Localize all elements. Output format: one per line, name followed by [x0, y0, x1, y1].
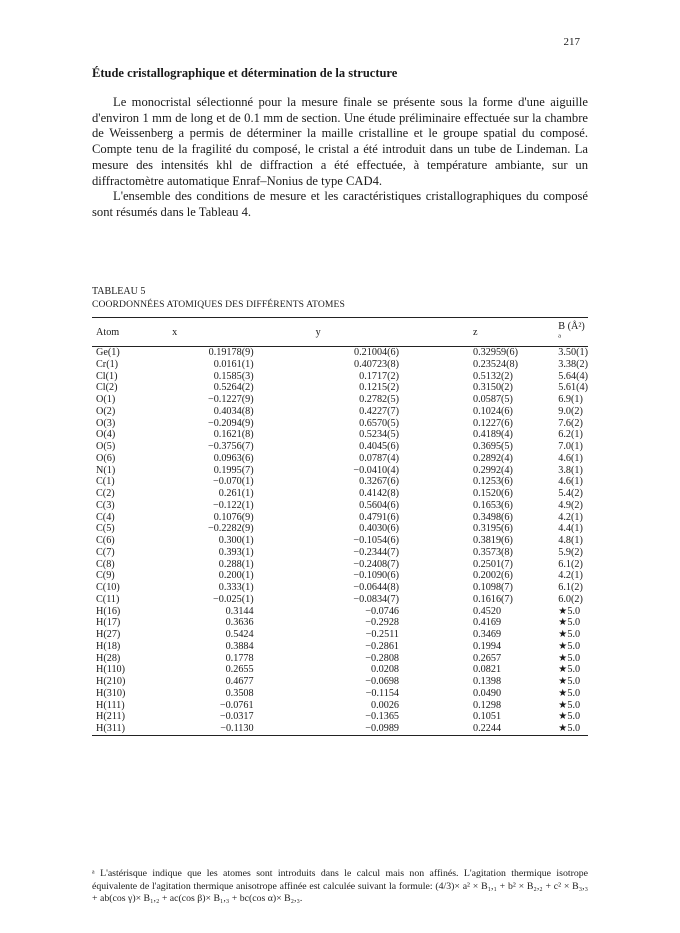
cell-z: 0.3195(6) [473, 523, 513, 535]
table-row [92, 512, 588, 524]
cell-atom: C(4) [96, 511, 115, 523]
cell-x: 0.1995(7) [213, 464, 254, 476]
table-row [92, 535, 588, 547]
atomic-coordinates-table [92, 317, 588, 736]
cell-z: 0.5132(2) [473, 370, 513, 382]
cell-y: −0.0834(7) [353, 593, 400, 605]
header-atom: Atom [92, 318, 164, 347]
table-subtitle: COORDONNÉES ATOMIQUES DES DIFFÉRENTS ATOMES [92, 299, 345, 310]
cell-y: 0.0208 [371, 664, 400, 676]
cell-x: 0.3636 [225, 617, 254, 629]
table-row [92, 406, 588, 418]
cell-x: 0.288(1) [218, 558, 254, 570]
cell-b: ★5.0 [558, 699, 581, 711]
cell-x: −0.2094(9) [207, 417, 254, 429]
paragraph-2: L'ensemble des conditions de mesure et les caractéristiques cristallographiques du composé sont résumés dans le Tableau 4. [92, 189, 588, 219]
cell-atom: H(111) [96, 699, 125, 711]
header-b: B (Å²) ᵃ [536, 318, 588, 347]
cell-b: 6.1(2) [558, 558, 583, 570]
cell-b: ★5.0 [558, 711, 581, 723]
cell-atom: O(2) [96, 405, 116, 417]
cell-z: 0.2002(6) [473, 570, 513, 582]
cell-x: −0.0761 [219, 699, 254, 711]
table-row [92, 653, 588, 665]
table-row [92, 359, 588, 371]
cell-z: 0.2992(4) [473, 464, 513, 476]
cell-z: 0.1398 [473, 676, 502, 687]
cell-x: 0.4034(8) [213, 405, 254, 417]
cell-b: 6.1(2) [558, 582, 583, 593]
table-wrap [92, 317, 588, 736]
cell-z: 0.0587(5) [473, 394, 513, 405]
cell-z: 0.23524(8) [473, 358, 519, 370]
cell-z: 0.3819(6) [473, 535, 513, 546]
cell-atom: Cl(2) [96, 382, 118, 394]
cell-z: 0.2892(4) [473, 452, 513, 464]
table-row [92, 382, 588, 394]
cell-z: 0.3573(8) [473, 546, 513, 558]
cell-atom: H(311) [92, 723, 164, 735]
cell-atom: H(310) [96, 687, 126, 699]
cell-atom: C(1) [96, 476, 115, 488]
cell-x: 0.2655 [225, 664, 254, 676]
cell-y: 0.5604(6) [359, 499, 400, 511]
cell-z: 0.1051 [473, 711, 502, 723]
cell-y: 0.21004(6) [354, 347, 400, 358]
cell-y: −0.1090(6) [353, 570, 400, 582]
cell-y: −0.1365 [365, 711, 400, 723]
table-row [92, 429, 588, 441]
cell-atom: C(11) [96, 593, 120, 605]
cell-atom: C(3) [96, 499, 115, 511]
cell-y: −0.2861 [365, 640, 400, 652]
cell-atom: C(9) [96, 570, 115, 582]
cell-y: −0.0746 [365, 605, 400, 617]
footnote [92, 868, 588, 906]
cell-atom: C(5) [96, 523, 115, 535]
cell-atom: O(4) [96, 429, 116, 441]
cell-z: 0.0490 [473, 687, 502, 699]
cell-b: 7.6(2) [558, 417, 583, 429]
cell-x: 0.5424 [225, 629, 254, 640]
cell-b: 3.8(1) [558, 464, 583, 476]
table-row [92, 594, 588, 606]
cell-z: 0.1253(6) [473, 476, 513, 488]
cell-b: 4.2(1) [558, 511, 583, 523]
cell-x: 0.19178(9) [208, 347, 254, 358]
table-row [92, 711, 588, 723]
cell-b: 5.4(2) [558, 488, 583, 499]
cell-z: 0.4520 [473, 605, 502, 617]
cell-b: ★5.0 [558, 676, 581, 687]
table-row [92, 700, 588, 712]
cell-x: −0.025(1) [213, 593, 254, 605]
table-header-row [92, 318, 588, 347]
table-row [92, 723, 588, 735]
cell-z: 0.4169 [473, 617, 502, 629]
cell-atom: H(27) [96, 629, 121, 640]
cell-y: 0.4045(6) [359, 441, 400, 452]
cell-atom: C(7) [96, 546, 115, 558]
table-row [92, 347, 588, 359]
cell-y: 0.6570(5) [359, 417, 400, 429]
table-row [92, 688, 588, 700]
table-caption [92, 285, 345, 311]
section-title: Étude cristallographique et détermination de la structure [92, 66, 398, 80]
table-row [92, 606, 588, 618]
cell-b: ★5.0 [558, 687, 581, 699]
cell-b: 4.8(1) [558, 535, 583, 546]
cell-b: 4.2(1) [558, 570, 583, 582]
paragraph-1: Le monocristal sélectionné pour la mesure finale se présente sous la forme d'une aiguille d'environ 1 mm de long et de 0.1 mm de section. Une étude préliminaire effectuée sur la chambre de Weissenberg a permis de déterminer la maille cristalline et le groupe spatial du composé. Compte tenu de la fragilité du composé, le cristal a été introduit dans un tube de Lindeman. La mesure des intensités khl de diffraction a été effectuée, à température ambiante, sur un diffractomètre automatique Enraf–Nonius de type CAD4. [92, 95, 588, 188]
cell-x: 0.1778 [225, 652, 254, 664]
cell-y: −0.2928 [365, 617, 400, 629]
cell-y: −0.2511 [365, 629, 400, 640]
cell-atom: H(16) [96, 605, 121, 617]
cell-b: 6.0(2) [558, 593, 583, 605]
cell-y: −0.0989 [310, 723, 457, 735]
table-row [92, 641, 588, 653]
cell-atom: C(8) [96, 558, 115, 570]
cell-atom: H(28) [96, 652, 121, 664]
cell-y: 0.5234(5) [359, 429, 400, 441]
cell-x: −0.122(1) [213, 499, 254, 511]
cell-z: 0.3695(5) [473, 441, 513, 452]
cell-b: 6.9(1) [558, 394, 583, 405]
cell-x: 0.5264(2) [213, 382, 254, 394]
table-row [92, 523, 588, 535]
cell-y: −0.2344(7) [353, 546, 400, 558]
cell-y: 0.3267(6) [359, 476, 400, 488]
cell-y: 0.1717(2) [359, 370, 400, 382]
cell-x: −0.2282(9) [207, 523, 254, 535]
cell-y: −0.1054(6) [353, 535, 400, 546]
table-row [92, 418, 588, 430]
table-row [92, 394, 588, 406]
cell-x: 0.0963(6) [213, 452, 254, 464]
cell-b: 4.6(1) [558, 452, 583, 464]
cell-b: ★5.0 [558, 605, 581, 617]
cell-x: −0.070(1) [213, 476, 254, 488]
cell-y: −0.2808 [365, 652, 400, 664]
cell-atom: H(18) [96, 640, 121, 652]
cell-x: 0.200(1) [218, 570, 254, 582]
cell-atom: Cr(1) [96, 358, 119, 370]
cell-z: 0.1098(7) [473, 582, 513, 593]
cell-y: 0.40723(8) [354, 358, 400, 370]
cell-z: 0.2657 [473, 652, 502, 664]
footnote-text: ᵃ L'astérisque indique que les atomes sont introduits dans le calcul mais non affinés. L'agitation thermique isotrope équivalente de l'agitation thermique anisotrope affinée est calculée suivant la formule: (4/3)× a² × B₁,₁ + b² × B₂,₂ + c² × B₃,₃ + ab(cos γ)× B₁,₂ + ac(cos β)× B₁,₃ + bc(cos α)× B₂,₃. [92, 868, 588, 905]
cell-b: 6.2(1) [558, 429, 583, 441]
cell-b: ★5.0 [558, 664, 581, 676]
page-number: 217 [563, 36, 580, 48]
cell-atom: O(6) [96, 452, 116, 464]
cell-y: 0.4142(8) [359, 488, 400, 499]
cell-b: 4.6(1) [558, 476, 583, 488]
cell-atom: H(17) [96, 617, 121, 629]
table-row [92, 500, 588, 512]
cell-x: −0.0317 [219, 711, 254, 723]
cell-atom: C(6) [96, 535, 115, 546]
body-text [92, 95, 588, 221]
cell-z: 0.1227(6) [473, 417, 513, 429]
table-row [92, 664, 588, 676]
cell-z: 0.1653(6) [473, 499, 513, 511]
table-row [92, 453, 588, 465]
header-y: y [310, 318, 457, 347]
table-body [92, 347, 588, 736]
table-row [92, 570, 588, 582]
cell-y: 0.0787(4) [359, 452, 400, 464]
cell-x: 0.1076(9) [213, 511, 254, 523]
header-x: x [164, 318, 309, 347]
cell-y: 0.0026 [371, 699, 400, 711]
cell-z: 0.1994 [473, 640, 502, 652]
cell-x: −0.3756(7) [207, 441, 254, 452]
cell-y: −0.0698 [365, 676, 400, 687]
cell-x: 0.0161(1) [213, 358, 254, 370]
cell-x: 0.1585(3) [213, 370, 254, 382]
cell-x: −0.1227(9) [207, 394, 254, 405]
cell-z: 0.2244 [457, 723, 536, 735]
cell-atom: N(1) [96, 464, 116, 476]
cell-z: 0.1520(6) [473, 488, 513, 499]
cell-z: 0.2501(7) [473, 558, 513, 570]
cell-x: 0.4677 [225, 676, 254, 687]
cell-b: 5.61(4) [558, 382, 588, 394]
cell-z: 0.32959(6) [473, 347, 519, 358]
cell-y: 0.4791(6) [359, 511, 400, 523]
cell-x: 0.3508 [225, 687, 254, 699]
cell-b: 5.64(4) [558, 370, 588, 382]
cell-z: 0.1024(6) [473, 405, 513, 417]
cell-atom: H(210) [96, 676, 126, 687]
cell-y: 0.2782(5) [359, 394, 400, 405]
cell-x: 0.3144 [225, 605, 254, 617]
cell-b: 4.9(2) [558, 499, 583, 511]
cell-b: 3.38(2) [558, 358, 588, 370]
table-row [92, 582, 588, 594]
cell-atom: H(110) [96, 664, 126, 676]
cell-y: 0.4030(6) [359, 523, 400, 535]
cell-b: 9.0(2) [558, 405, 583, 417]
table-row [92, 559, 588, 571]
cell-atom: O(3) [96, 417, 116, 429]
cell-z: 0.4189(4) [473, 429, 513, 441]
cell-x: 0.300(1) [218, 535, 254, 546]
table-row [92, 476, 588, 488]
cell-atom: H(211) [96, 711, 126, 723]
cell-z: 0.3498(6) [473, 511, 513, 523]
cell-atom: C(2) [96, 488, 115, 499]
table-row [92, 617, 588, 629]
cell-b: 3.50(1) [558, 347, 588, 358]
cell-x: 0.261(1) [218, 488, 254, 499]
cell-x: 0.1621(8) [213, 429, 254, 441]
cell-z: 0.0821 [473, 664, 502, 676]
cell-z: 0.3469 [473, 629, 502, 640]
cell-z: 0.1298 [473, 699, 502, 711]
table-row [92, 371, 588, 383]
cell-atom: Cl(1) [96, 370, 118, 382]
cell-atom: Ge(1) [96, 347, 120, 358]
cell-y: −0.0644(8) [353, 582, 400, 593]
table-row [92, 441, 588, 453]
cell-atom: C(10) [96, 582, 120, 593]
cell-z: 0.1616(7) [473, 593, 513, 605]
cell-b: 5.9(2) [558, 546, 583, 558]
cell-x: 0.3884 [225, 640, 254, 652]
table-row [92, 676, 588, 688]
header-z: z [457, 318, 536, 347]
cell-b: 4.4(1) [558, 523, 583, 535]
cell-z: 0.3150(2) [473, 382, 513, 394]
cell-y: 0.1215(2) [359, 382, 400, 394]
cell-x: −0.1130 [164, 723, 309, 735]
cell-x: 0.333(1) [218, 582, 254, 593]
cell-y: −0.0410(4) [353, 464, 400, 476]
table-row [92, 465, 588, 477]
table-row [92, 547, 588, 559]
table-row [92, 629, 588, 641]
cell-b: ★5.0 [558, 652, 581, 664]
cell-b: ★5.0 [558, 617, 581, 629]
cell-b: ★5.0 [558, 629, 581, 640]
cell-b: 7.0(1) [558, 441, 583, 452]
cell-b: ★5.0 [558, 640, 581, 652]
cell-x: 0.393(1) [218, 546, 254, 558]
cell-atom: O(1) [96, 394, 116, 405]
cell-y: −0.1154 [365, 687, 400, 699]
cell-y: −0.2408(7) [353, 558, 400, 570]
cell-atom: O(5) [96, 441, 116, 452]
table-label: TABLEAU 5 [92, 286, 146, 297]
cell-b: ★5.0 [536, 723, 588, 735]
table-row [92, 488, 588, 500]
cell-y: 0.4227(7) [359, 405, 400, 417]
